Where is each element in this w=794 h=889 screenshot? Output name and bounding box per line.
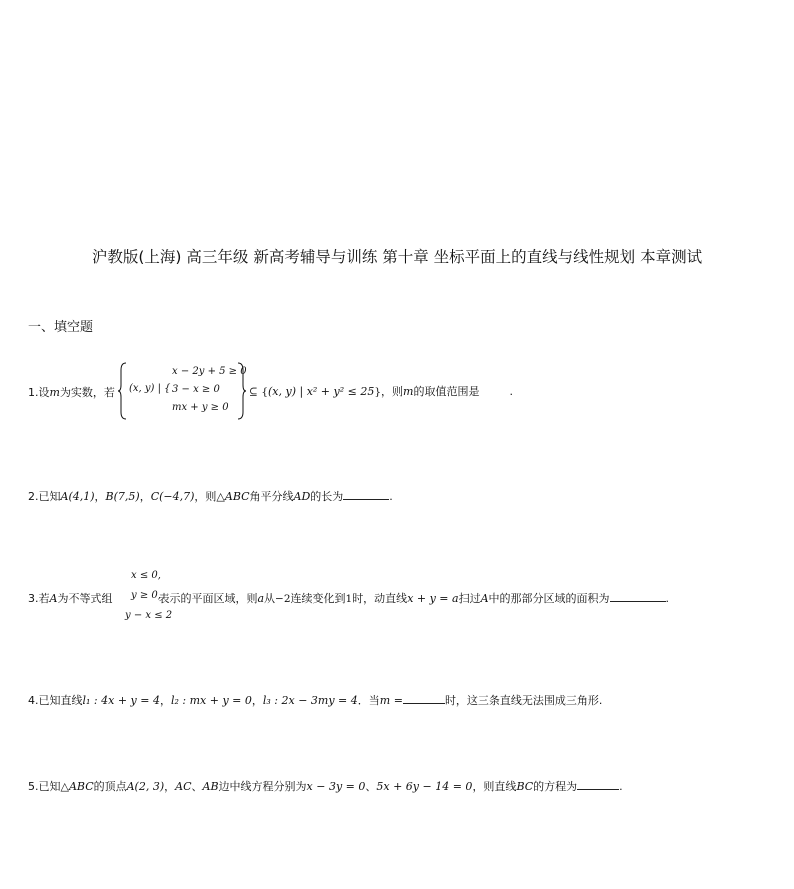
variable-a: a [257, 592, 265, 605]
side-ac: AC [175, 780, 192, 793]
line-bc: BC [516, 780, 534, 793]
question-3-text: 3.若A为不等式组 表示的平面区域，则a从−2连续变化到1时，动直线x + y = a扫过A中的那部分区域的面积为 . [28, 592, 670, 605]
question-5-number: 5. [28, 780, 39, 793]
answer-blank-2[interactable] [343, 490, 389, 500]
set-right: (x, y) | x² + y² ≤ 25 [268, 385, 375, 398]
point-b: B(7,5) [105, 490, 140, 503]
question-4-text: 4.已知直线l₁ : 4x + y = 4，l₂ : mx + y = 0，l₃ : 2x − 3my = 4．当m = 时，这三条直线无法围成三角形. [28, 694, 603, 707]
q1-inequality-2: 3 − x ≥ 0 [172, 384, 220, 395]
question-1-number: 1. [28, 386, 39, 399]
moving-line: x + y = a [407, 592, 459, 605]
question-2-number: 2. [28, 490, 39, 503]
condition-m: m = [379, 694, 403, 707]
point-c: C(−4,7) [150, 490, 195, 503]
triangle-abc-5: △ABC [60, 780, 94, 793]
line-l1: l₁ : 4x + y = 4 [82, 694, 160, 707]
question-3-number: 3. [28, 592, 39, 605]
median-equation-1: x − 3y = 0 [306, 780, 366, 793]
section-heading: 一、填空题 [28, 320, 94, 335]
q3-inequality-3: y − x ≤ 2 [125, 610, 173, 621]
page-title: 沪教版(上海) 高三年级 新高考辅导与训练 第十章 坐标平面上的直线与线性规划 本章测试 [91, 248, 703, 266]
answer-blank-3[interactable] [610, 592, 666, 602]
set-left-head: (x, y) | { [129, 383, 171, 394]
question-2-text: 2.已知A(4,1)，B(7,5)，C(−4,7)，则△ABC角平分线AD的长为 . [28, 490, 393, 503]
question-1-text: 1.设m为实数，若 [28, 386, 115, 399]
line-l3: l₃ : 2x − 3my = 4 [262, 694, 358, 707]
vertex-a: A(2, 3) [126, 780, 165, 793]
subset-symbol: ⊆ [249, 386, 258, 398]
q1-inequality-3: mx + y ≥ 0 [172, 402, 229, 413]
question-5-text: 5.已知△ABC的顶点A(2, 3)，AC、AB边中线方程分别为x − 3y = 0、5x + 6y − 14 = 0，则直线BC的方程为 . [28, 780, 623, 793]
segment-ad: AD [293, 490, 311, 503]
left-brace-icon [118, 362, 128, 420]
side-ab: AB [202, 780, 219, 793]
triangle-abc: △ABC [216, 490, 250, 503]
set-a: A [49, 592, 58, 605]
q1-inequality-1: x − 2y + 5 ≥ 0 [172, 366, 247, 377]
variable-m: m [49, 386, 60, 399]
q3-inequality-2: y ≥ 0, [131, 590, 161, 601]
median-equation-2: 5x + 6y − 14 = 0 [376, 780, 473, 793]
point-a: A(4,1) [60, 490, 95, 503]
answer-blank-5[interactable] [577, 780, 619, 790]
answer-blank-4[interactable] [403, 694, 445, 704]
right-brace-icon [238, 362, 246, 420]
question-4-number: 4. [28, 694, 39, 707]
q3-inequality-1: x ≤ 0, [131, 570, 161, 581]
question-1-tail: ⊆ {(x, y) | x² + y² ≤ 25}，则m的取值范围是 . [249, 385, 513, 398]
line-l2: l₂ : mx + y = 0 [170, 694, 252, 707]
